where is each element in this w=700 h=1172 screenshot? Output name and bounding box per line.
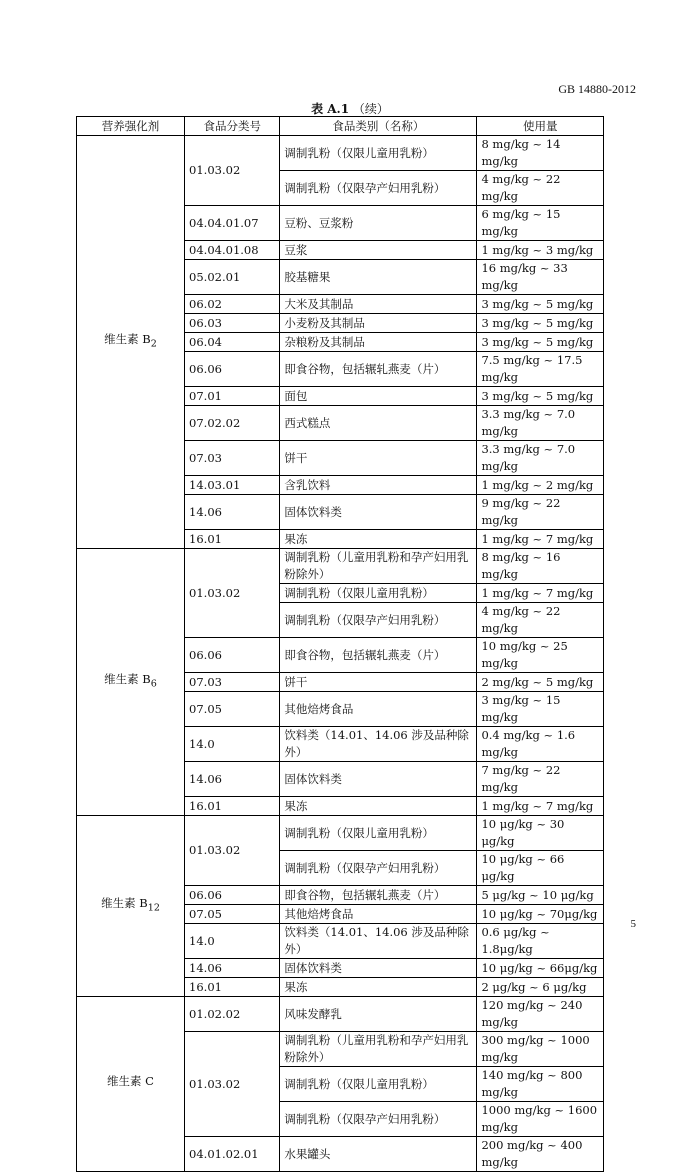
category-name: 调制乳粉（仅限儿童用乳粉） xyxy=(280,1067,477,1102)
category-name: 含乳饮料 xyxy=(280,476,477,495)
usage-amount: 4 mg/kg ~ 22 mg/kg xyxy=(477,603,604,638)
category-name: 果冻 xyxy=(280,797,477,816)
usage-amount: 120 mg/kg ~ 240 mg/kg xyxy=(477,997,604,1032)
usage-amount: 10 mg/kg ~ 25 mg/kg xyxy=(477,638,604,673)
category-name: 豆浆 xyxy=(280,241,477,260)
usage-amount: 9 mg/kg ~ 22 mg/kg xyxy=(477,495,604,530)
category-name: 其他焙烤食品 xyxy=(280,905,477,924)
page-number: 5 xyxy=(630,918,636,930)
category-code: 16.01 xyxy=(185,978,280,997)
category-name: 即食谷物，包括辗轧燕麦（片） xyxy=(280,638,477,673)
category-name: 饼干 xyxy=(280,673,477,692)
category-code: 06.03 xyxy=(185,314,280,333)
category-name: 即食谷物，包括辗轧燕麦（片） xyxy=(280,352,477,387)
category-name: 调制乳粉（儿童用乳粉和孕产妇用乳粉除外） xyxy=(280,1032,477,1067)
category-name: 西式糕点 xyxy=(280,406,477,441)
category-name: 固体饮料类 xyxy=(280,762,477,797)
nutrient-name: 维生素 $B_{12}$ xyxy=(77,816,185,997)
category-code: 07.03 xyxy=(185,441,280,476)
category-name: 调制乳粉（仅限儿童用乳粉） xyxy=(280,584,477,603)
category-name: 大米及其制品 xyxy=(280,295,477,314)
category-code: 04.04.01.08 xyxy=(185,241,280,260)
category-name: 胶基糖果 xyxy=(280,260,477,295)
category-name: 调制乳粉（仅限孕产妇用乳粉） xyxy=(280,851,477,886)
usage-amount: 3 mg/kg ~ 5 mg/kg xyxy=(477,333,604,352)
category-code: 06.04 xyxy=(185,333,280,352)
usage-amount: 3 mg/kg ~ 15 mg/kg xyxy=(477,692,604,727)
category-code: 06.06 xyxy=(185,638,280,673)
category-code: 14.0 xyxy=(185,727,280,762)
category-code: 07.02.02 xyxy=(185,406,280,441)
usage-amount: 8 mg/kg ~ 16 mg/kg xyxy=(477,549,604,584)
usage-amount: 3 mg/kg ~ 5 mg/kg xyxy=(477,387,604,406)
category-code: 16.01 xyxy=(185,797,280,816)
category-code: 16.01 xyxy=(185,530,280,549)
standard-id: GB 14880-2012 xyxy=(558,82,636,96)
usage-amount: 2 μg/kg ~ 6 μg/kg xyxy=(477,978,604,997)
nutrient-name: 维生素 $B_2$ xyxy=(77,136,185,549)
table-header-row xyxy=(77,117,604,136)
usage-amount: 1000 mg/kg ~ 1600 mg/kg xyxy=(477,1102,604,1137)
category-name: 调制乳粉（仅限孕产妇用乳粉） xyxy=(280,603,477,638)
category-name: 调制乳粉（仅限儿童用乳粉） xyxy=(280,136,477,171)
table-title xyxy=(0,100,700,117)
usage-amount: 0.6 μg/kg ~ 1.8μg/kg xyxy=(477,924,604,959)
usage-amount: 3.3 mg/kg ~ 7.0 mg/kg xyxy=(477,441,604,476)
usage-amount: 16 mg/kg ~ 33 mg/kg xyxy=(477,260,604,295)
usage-amount: 200 mg/kg ~ 400 mg/kg xyxy=(477,1137,604,1172)
category-code: 01.03.02 xyxy=(185,549,280,638)
category-name: 小麦粉及其制品 xyxy=(280,314,477,333)
usage-amount: 10 μg/kg ~ 30 μg/kg xyxy=(477,816,604,851)
usage-amount: 5 μg/kg ~ 10 μg/kg xyxy=(477,886,604,905)
category-code: 14.06 xyxy=(185,959,280,978)
table-title-suffix: （续） xyxy=(352,102,389,116)
category-name: 饼干 xyxy=(280,441,477,476)
usage-amount: 140 mg/kg ~ 800 mg/kg xyxy=(477,1067,604,1102)
category-name: 调制乳粉（仅限孕产妇用乳粉） xyxy=(280,1102,477,1137)
category-code: 07.05 xyxy=(185,905,280,924)
category-name: 豆粉、豆浆粉 xyxy=(280,206,477,241)
category-name: 即食谷物，包括辗轧燕麦（片） xyxy=(280,886,477,905)
category-name: 果冻 xyxy=(280,530,477,549)
category-code: 06.02 xyxy=(185,295,280,314)
usage-amount: 8 mg/kg ~ 14 mg/kg xyxy=(477,136,604,171)
usage-amount: 300 mg/kg ~ 1000 mg/kg xyxy=(477,1032,604,1067)
category-name: 饮料类（14.01、14.06 涉及品种除外） xyxy=(280,727,477,762)
category-code: 14.06 xyxy=(185,762,280,797)
header-category-code: 食品分类号 xyxy=(185,117,280,136)
category-code: 01.03.02 xyxy=(185,136,280,206)
category-name: 调制乳粉（仅限孕产妇用乳粉） xyxy=(280,171,477,206)
category-code: 07.03 xyxy=(185,673,280,692)
category-name: 果冻 xyxy=(280,978,477,997)
header-category-name: 食品类别（名称） xyxy=(280,117,477,136)
category-code: 01.03.02 xyxy=(185,816,280,886)
usage-amount: 7.5 mg/kg ~ 17.5 mg/kg xyxy=(477,352,604,387)
usage-amount: 3 mg/kg ~ 5 mg/kg xyxy=(477,295,604,314)
category-name: 固体饮料类 xyxy=(280,495,477,530)
usage-amount: 1 mg/kg ~ 7 mg/kg xyxy=(477,530,604,549)
category-code: 06.06 xyxy=(185,352,280,387)
usage-amount: 3.3 mg/kg ~ 7.0 mg/kg xyxy=(477,406,604,441)
category-name: 水果罐头 xyxy=(280,1137,477,1172)
category-code: 01.02.02 xyxy=(185,997,280,1032)
category-code: 07.01 xyxy=(185,387,280,406)
category-code: 04.04.01.07 xyxy=(185,206,280,241)
category-code: 01.03.02 xyxy=(185,1032,280,1137)
nutrient-name: 维生素 C xyxy=(77,997,185,1172)
category-code: 14.06 xyxy=(185,495,280,530)
category-code: 14.03.01 xyxy=(185,476,280,495)
usage-amount: 1 mg/kg ~ 2 mg/kg xyxy=(477,476,604,495)
table-row xyxy=(77,549,604,584)
usage-amount: 1 mg/kg ~ 7 mg/kg xyxy=(477,797,604,816)
category-name: 其他焙烤食品 xyxy=(280,692,477,727)
usage-amount: 2 mg/kg ~ 5 mg/kg xyxy=(477,673,604,692)
category-code: 06.06 xyxy=(185,886,280,905)
nutrient-table xyxy=(76,116,604,1172)
header-amount: 使用量 xyxy=(477,117,604,136)
table-row xyxy=(77,997,604,1032)
usage-amount: 7 mg/kg ~ 22 mg/kg xyxy=(477,762,604,797)
usage-amount: 4 mg/kg ~ 22 mg/kg xyxy=(477,171,604,206)
category-code: 05.02.01 xyxy=(185,260,280,295)
usage-amount: 0.4 mg/kg ~ 1.6 mg/kg xyxy=(477,727,604,762)
category-name: 固体饮料类 xyxy=(280,959,477,978)
usage-amount: 10 μg/kg ~ 66μg/kg xyxy=(477,959,604,978)
category-name: 面包 xyxy=(280,387,477,406)
usage-amount: 10 μg/kg ~ 70μg/kg xyxy=(477,905,604,924)
usage-amount: 1 mg/kg ~ 3 mg/kg xyxy=(477,241,604,260)
category-name: 调制乳粉（儿童用乳粉和孕产妇用乳粉除外） xyxy=(280,549,477,584)
header-nutrient: 营养强化剂 xyxy=(77,117,185,136)
table-row xyxy=(77,816,604,851)
category-code: 14.0 xyxy=(185,924,280,959)
usage-amount: 10 μg/kg ~ 66 μg/kg xyxy=(477,851,604,886)
category-name: 风味发酵乳 xyxy=(280,997,477,1032)
table-row xyxy=(77,136,604,171)
category-code: 04.01.02.01 xyxy=(185,1137,280,1172)
usage-amount: 1 mg/kg ~ 7 mg/kg xyxy=(477,584,604,603)
nutrient-name: 维生素 $B_6$ xyxy=(77,549,185,816)
category-name: 调制乳粉（仅限儿童用乳粉） xyxy=(280,816,477,851)
usage-amount: 6 mg/kg ~ 15 mg/kg xyxy=(477,206,604,241)
table-title-label: 表 A.1 xyxy=(311,102,350,116)
category-name: 杂粮粉及其制品 xyxy=(280,333,477,352)
category-name: 饮料类（14.01、14.06 涉及品种除外） xyxy=(280,924,477,959)
usage-amount: 3 mg/kg ~ 5 mg/kg xyxy=(477,314,604,333)
category-code: 07.05 xyxy=(185,692,280,727)
